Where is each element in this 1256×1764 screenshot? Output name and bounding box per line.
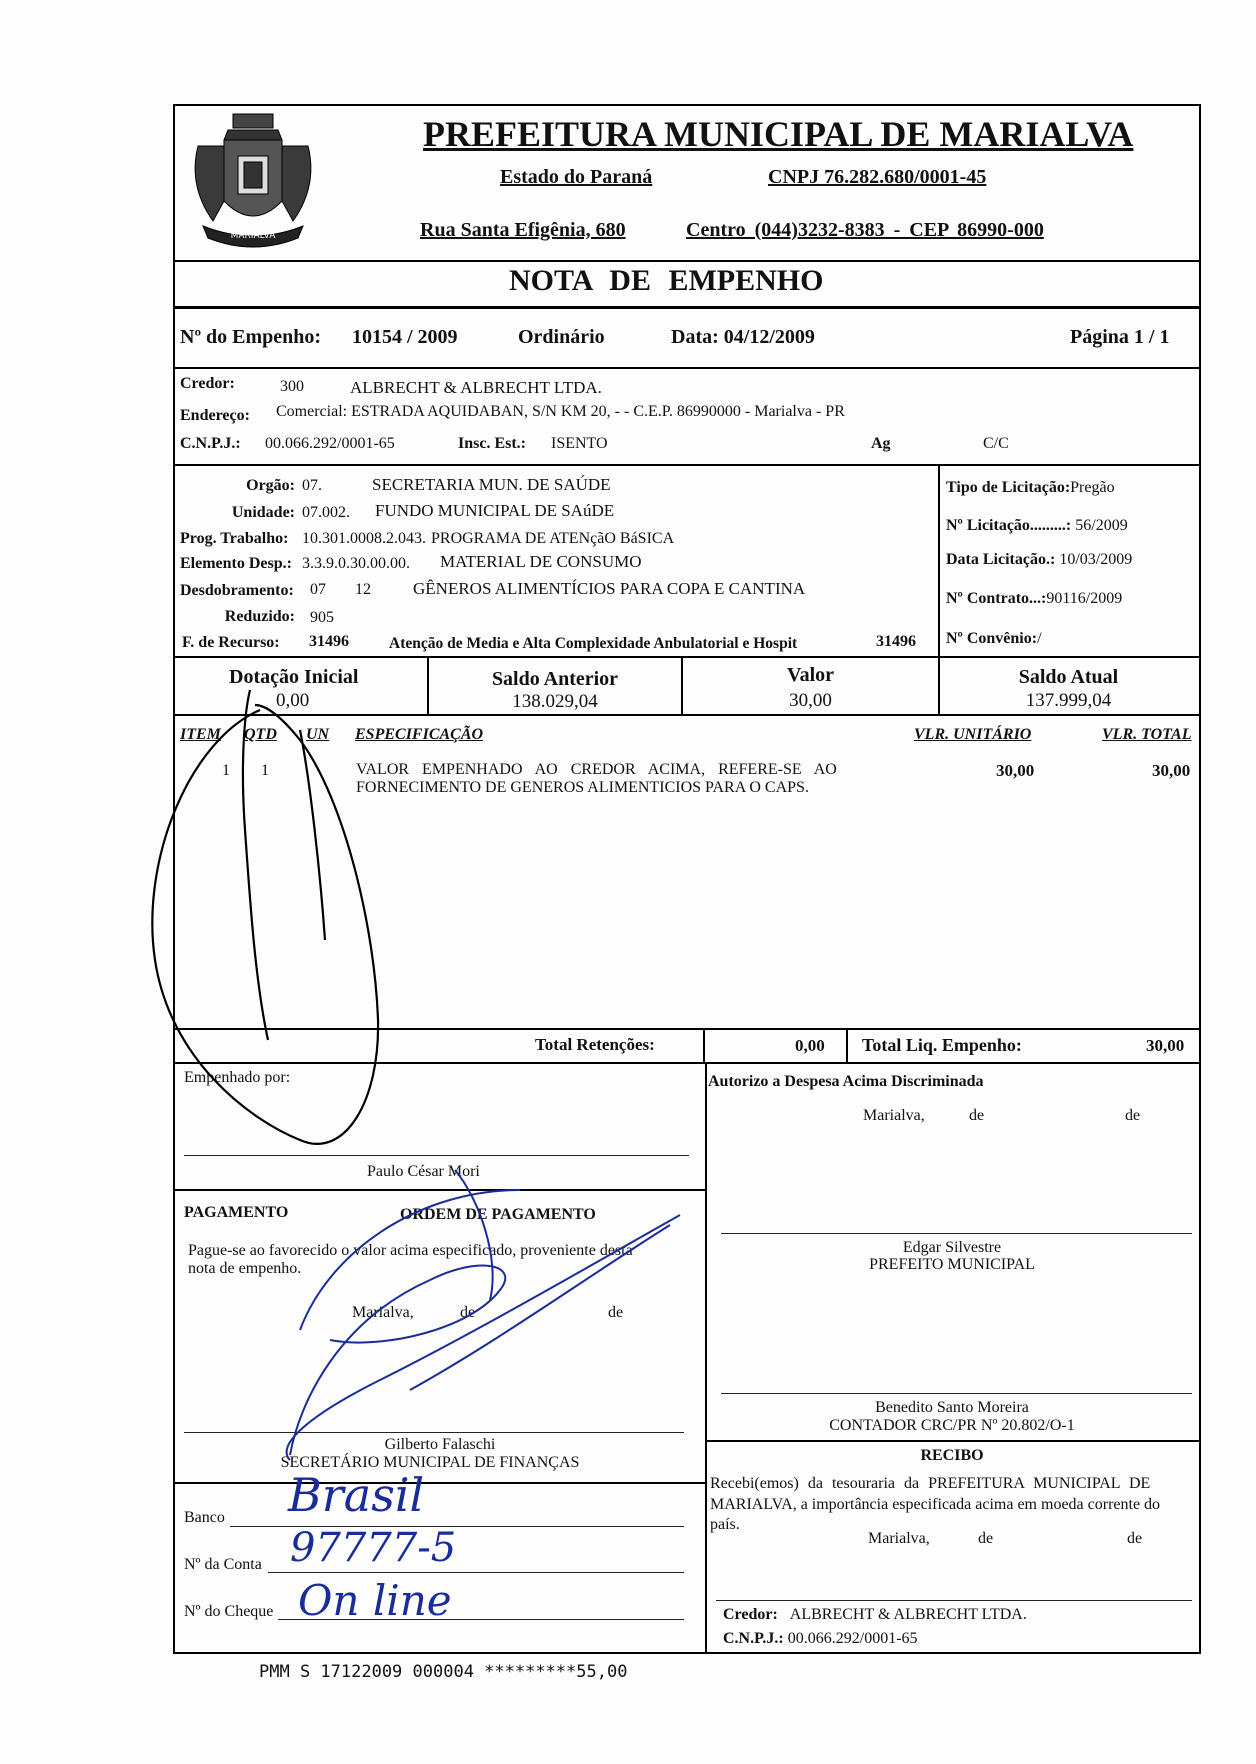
pagamento-place: Marialva, [352, 1304, 414, 1321]
rule [173, 714, 1199, 716]
convenio-value: / [1037, 630, 1042, 647]
retencoes-value: 0,00 [795, 1036, 825, 1055]
recibo-cnpj [723, 1631, 918, 1647]
desdob-label: Desdobramento: [180, 582, 294, 599]
col-qtd: QTD [244, 726, 277, 743]
rule [173, 367, 1199, 369]
empenho-label: Nº do Empenho: [180, 326, 322, 348]
col-rule [703, 1028, 705, 1062]
reduzido-value: 905 [310, 609, 334, 626]
valor-label: Valor [786, 664, 835, 686]
recibo-text-3: país. [710, 1516, 740, 1533]
retencoes-label: Total Retenções: [535, 1035, 655, 1054]
sign-line [184, 1155, 689, 1156]
convenio-label: Nº Convênio: [946, 630, 1038, 647]
coat-of-arms-logo [178, 106, 328, 258]
numero-label: Nº Licitação.........: [946, 517, 1072, 534]
sign-line [184, 1432, 684, 1433]
valor-value: 30,00 [789, 690, 832, 711]
tipo-value: Pregão [1070, 479, 1115, 496]
desdob-desc: GÊNEROS ALIMENTÍCIOS PARA COPA E CANTINA [413, 579, 806, 598]
empenho-type: Ordinário [518, 326, 605, 348]
recibo-cnpj-value: 00.066.292/0001-65 [787, 1630, 918, 1647]
orgao-value: 07. [302, 477, 322, 494]
recibo-cnpj-label: C.N.P.J.: [723, 1630, 784, 1647]
contador-role: CONTADOR CRC/PR Nº 20.802/O-1 [829, 1417, 1075, 1434]
unidade-desc: FUNDO MUNICIPAL DE SAúDE [375, 501, 615, 520]
cheque-label: Nº do Cheque [184, 1603, 274, 1620]
recurso-desc: Atenção de Media e Alta Complexidade Anbulatorial e Hospit [389, 635, 798, 652]
tipo-label: Tipo de Licitação: [946, 479, 1071, 496]
anterior-label: Saldo Anterior [491, 668, 619, 690]
header-cnpj: CNPJ 76.282.680/0001-45 [768, 166, 987, 188]
rule [173, 306, 1199, 309]
empenho-page: Página 1 / 1 [1070, 326, 1170, 348]
data-value: 10/03/2009 [1059, 551, 1133, 568]
recurso-value: 31496 [309, 633, 349, 650]
numero-value: 56/2009 [1075, 517, 1128, 534]
unidade-value: 07.002. [302, 504, 350, 521]
doc-title: NOTA DE EMPENHO [509, 264, 824, 297]
unidade-label: Unidade: [231, 504, 295, 521]
rule [173, 464, 1199, 466]
orgao-desc: SECRETARIA MUN. DE SAÚDE [372, 475, 611, 494]
header-state: Estado do Paraná [500, 166, 653, 188]
elemento-desc: MATERIAL DE CONSUMO [440, 552, 642, 571]
col-item: ITEM [180, 726, 221, 743]
autorizo-signer: Edgar Silvestre [902, 1239, 1002, 1256]
col-rule [938, 464, 940, 656]
orgao-label: Orgão: [246, 477, 295, 494]
dotacao-label: Dotação Inicial [229, 666, 359, 688]
col-total: VLR. TOTAL [1102, 726, 1192, 743]
contrato [946, 591, 1122, 607]
credor-code: 300 [280, 378, 304, 395]
autorizo-role: PREFEITO MUNICIPAL [869, 1256, 1035, 1273]
insc-label: Insc. Est.: [458, 435, 527, 452]
credor-address: Comercial: ESTRADA AQUIDABAN, S/N KM 20, - - C.E.P. 86990000 - Marialva - PR [276, 403, 845, 420]
contador-signer: Benedito Santo Moreira [875, 1399, 1029, 1416]
recurso-code: 31496 [876, 633, 916, 650]
recibo-de1: de [978, 1530, 994, 1547]
recibo-credor-value: ALBRECHT & ALBRECHT LTDA. [789, 1606, 1027, 1623]
rule [173, 1189, 705, 1191]
row-qtd: 1 [261, 762, 269, 779]
autorizo-de1: de [969, 1107, 985, 1124]
header-title: PREFEITURA MUNICIPAL DE MARIALVA [423, 114, 1134, 154]
recibo-line [716, 1600, 1192, 1601]
contrato-label: Nº Contrato...: [946, 590, 1047, 607]
credor-cnpj: 00.066.292/0001-65 [265, 435, 395, 452]
rule [173, 260, 1199, 262]
rule [173, 656, 1199, 658]
col-un: UN [306, 726, 330, 743]
dotacao-value: 0,00 [276, 690, 310, 711]
prog-desc: PROGRAMA DE ATENçãO BáSICA [431, 530, 675, 547]
tipo-licitacao [946, 480, 1115, 496]
recibo-label: RECIBO [920, 1447, 984, 1464]
recibo-text-2: MARIALVA, a importância especificada acima em moeda corrente do [710, 1496, 1161, 1513]
sign-line [721, 1393, 1192, 1394]
prog-label: Prog. Trabalho: [180, 530, 289, 547]
sign-line [721, 1233, 1192, 1234]
data-label: Data Licitação.: [946, 551, 1056, 568]
convenio [946, 631, 1042, 647]
rule [705, 1440, 1199, 1442]
recibo-credor [723, 1607, 1027, 1623]
payment-stamp: PMM S 17122009 000004 *********55,00 [259, 1662, 628, 1682]
rule [173, 1482, 705, 1484]
conta-value: 97777-5 [290, 1525, 457, 1571]
header-contact: Centro (044)3232-8383 - CEP 86990-000 [686, 219, 1044, 241]
elemento-value: 3.3.9.0.30.00.00. [302, 555, 410, 572]
banco-value: Brasil [288, 1468, 425, 1522]
anterior-value: 138.029,04 [512, 691, 598, 712]
credor-name: ALBRECHT & ALBRECHT LTDA. [350, 378, 602, 397]
pagamento-de2: de [608, 1304, 624, 1321]
empenho-number: 10154 / 2009 [352, 326, 458, 348]
autorizo-de2: de [1125, 1107, 1141, 1124]
col-unit: VLR. UNITÁRIO [914, 726, 1032, 743]
conta-line [268, 1572, 684, 1573]
recibo-credor-label: Credor: [723, 1606, 778, 1623]
row-total: 30,00 [1152, 761, 1191, 780]
atual-value: 137.999,04 [1025, 690, 1112, 711]
conta-label: Nº da Conta [184, 1556, 262, 1573]
liquido-value: 30,00 [1146, 1036, 1185, 1055]
liquido-label: Total Liq. Empenho: [862, 1035, 1022, 1055]
autorizo-place: Marialva, [863, 1107, 925, 1124]
pagamento-signer: Gilberto Falaschi [384, 1436, 496, 1453]
rule [173, 1652, 1199, 1654]
ag-label: Ag [871, 435, 891, 452]
contrato-value: 90116/2009 [1046, 590, 1123, 607]
svg-text:MARIALVA: MARIALVA [230, 231, 276, 241]
header-address: Rua Santa Efigênia, 680 [420, 219, 626, 241]
cc-label: C/C [983, 435, 1009, 452]
credor-label: Credor: [180, 375, 235, 392]
address-label: Endereço: [180, 407, 250, 424]
desdob-b: 12 [355, 581, 371, 598]
row-spec-2: FORNECIMENTO DE GENEROS ALIMENTICIOS PARA O CAPS. [356, 779, 809, 796]
col-rule [705, 1062, 707, 1652]
elemento-label: Elemento Desp.: [180, 555, 292, 572]
row-unit: 30,00 [996, 761, 1035, 780]
credor-insc: ISENTO [551, 435, 608, 452]
pagamento-label: PAGAMENTO [184, 1204, 289, 1221]
pagamento-text-2: nota de empenho. [188, 1260, 302, 1277]
reduzido-label: Reduzido: [224, 608, 295, 625]
desdob-a: 07 [310, 581, 326, 598]
recibo-de2: de [1127, 1530, 1143, 1547]
ordem-label: ORDEM DE PAGAMENTO [400, 1206, 596, 1223]
rule [173, 1028, 1199, 1030]
pagamento-text-1: Pague-se ao favorecido o valor acima especificado, proveniente desta [188, 1242, 633, 1259]
rule [173, 1062, 1199, 1064]
recibo-place: Marialva, [868, 1530, 930, 1547]
banco-label: Banco [184, 1509, 225, 1526]
empenho-date: Data: 04/12/2009 [671, 326, 815, 348]
prog-value: 10.301.0008.2.043. [302, 530, 426, 547]
empenhado-signer: Paulo César Mori [367, 1163, 480, 1180]
autorizo-label: Autorizo a Despesa Acima Discriminada [708, 1073, 984, 1090]
empenhado-label: Empenhado por: [184, 1069, 291, 1086]
col-rule [846, 1028, 848, 1062]
pagamento-de1: de [460, 1304, 476, 1321]
row-spec-1: VALOR EMPENHADO AO CREDOR ACIMA, REFERE-SE AO [356, 761, 837, 778]
pagamento-role: SECRETÁRIO MUNICIPAL DE FINANÇAS [280, 1454, 580, 1471]
recibo-text-1: Recebi(emos) da tesouraria da PREFEITURA MUNICIPAL DE [710, 1475, 1151, 1492]
numero-licitacao [946, 518, 1128, 534]
cheque-value: On line [298, 1576, 452, 1625]
row-item: 1 [222, 762, 230, 779]
cnpj-label: C.N.P.J.: [180, 435, 241, 452]
data-licitacao [946, 552, 1132, 568]
atual-label: Saldo Atual [1018, 666, 1119, 688]
col-spec: ESPECIFICAÇÃO [355, 726, 484, 743]
recurso-label: F. de Recurso: [182, 634, 280, 651]
